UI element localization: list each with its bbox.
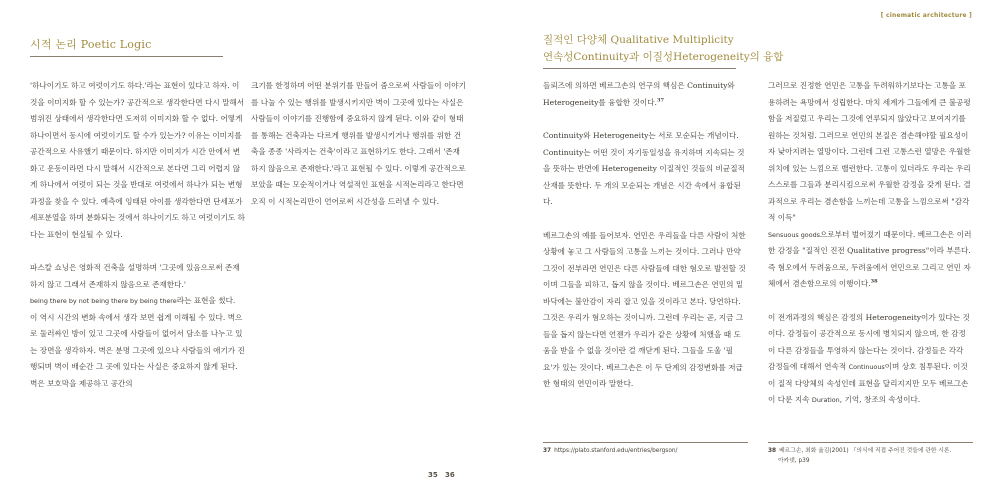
- footnote-ref-37[interactable]: 37: [656, 96, 664, 103]
- footnote-rule-left: [543, 442, 748, 443]
- left-col1-p2-english: being there by not being there by being there: [30, 297, 177, 305]
- running-header: [ cinematic architecture ]: [880, 12, 972, 19]
- footnote-38: [768, 446, 973, 466]
- right-column-2: [768, 78, 973, 409]
- right-col1-paragraph-1: [543, 78, 748, 111]
- left-column-2: [251, 78, 466, 210]
- left-title-rule: [30, 56, 223, 57]
- right-page-title: [543, 32, 783, 66]
- left-column-1: [30, 78, 245, 392]
- footnote-ref-38[interactable]: 38: [870, 278, 878, 285]
- page-number-right: 36: [445, 471, 455, 479]
- footnote-37: [543, 446, 748, 456]
- left-col1-paragraph-1: '하나이기도 하고 여럿이기도 하다.'라는 표현이 있다고 하자. 이것을 이미지화 할 수 있는가? 공간적으로 생각한다면 다시 말해서 범위진 상태에서 생각한다면 도저히 이미지화 할 수 없다. 어떻게 하나이면서 동시에 여럿이기도 할 수가 있는가? 이유는 이미지를 공간적으로 사유했기 때문이다. 하지만 이미지가 시간 안에서 변화고 운동이라면 다시 말해서 시간적으로 본다면 그리 어렵지 않게 하나에서 여럿이 되는 것을 반대로 여럿에서 하나가 되는 변형과정을 찾을 수 있다. 예측에 잉태된 아이를 생각한다면 단세포가 세포분열을 하며 분화되는 것에서 하나이기도 하고 여럿이기도 하다는 표현이 현실될 수 있다.: [30, 81, 245, 239]
- right-col1-paragraph-3: 베르그손의 예를 들어보자. 연민은 우리들을 다른 사람이 처한 상황에 놓고 그 사람들의 고통을 느끼는 것이다. 그러나 만약 그것이 전부라면 연민은 다른 사람들에 대한 혐오로 발전할 것이며 그들을 피하고, 돕지 않을 것이다. 베르그손은 연민의 밑바닥에는 불안감이 자리 잡고 있을 것이라고 본다. 당연하다. 그것은 우리가 혐오하는 것이니까. 그런데 우리는 곧, 지금 그들을 돕지 않는다면 언젠가 우리가 같은 상황에 처했을 때 도움을 받을 수 없을 것이란 걸 깨닫게 된다. 그들을 도울 '필요'가 있는 것이다. 베르그손은 이 두 단계의 감정변화를 저급한 형태의 연민이라 말한다.: [543, 230, 746, 388]
- right-column-1: [543, 78, 748, 393]
- left-col1-p2-a: 파스칼 쇼닝은 영화적 건축을 설명하며 '그곳에 있음으로써 존재하지 않고 그래서 존재하지 않음으로 존재한다.': [30, 263, 240, 289]
- footnote-38-number: 38: [768, 448, 777, 454]
- right-col2-paragraph-1: [768, 78, 973, 293]
- right-col2-paragraph-2: [768, 310, 973, 409]
- right-col2-p2-b: 이며 상호 침투된다. 이것이 질적 다양체의 속성인데 표현을 달리지지만 모두 베르그손이 다룬 지속: [768, 362, 969, 404]
- right-col2-p2-english: Continuous: [848, 363, 885, 371]
- right-col1-paragraph-2: Continuity와 Heterogeneity는 서로 모순되는 개념이다. Continuity는 어떤 것이 자기동일성을 유지하며 지속되는 것을 뜻하는 반면에 Heterogeneity 이질적인 것들의 비균질적 산재를 뜻한다. 두 개의 모순되는 개념은 시간 속에서 융합된다.: [543, 131, 745, 206]
- right-col2-p2-a: 이 전개과정의 핵심은 감정의 Heterogeneity이가 있다는 것이다. 감정들이 공간적으로 동시에 병치되지 않으며, 한 감정이 다른 감정들을 투영하지 않는다는 것이다. 감정들은 각각 감정들에 대해서 연속적: [768, 312, 970, 371]
- footnote-37-link[interactable]: https://plato.stanford.edu/entries/bergson/: [554, 448, 678, 454]
- right-col1-p1-text: 들뢰즈에 의하면 베르그손의 연구의 핵심은 Continuity와 Heterogeneity를 융합한 것이다.: [543, 81, 735, 107]
- footnote-37-number: 37: [543, 448, 552, 454]
- page-number-left: 35: [428, 471, 438, 479]
- left-col1-p2-b: 라는 표현을 썼다. 이 역시 시간의 변화 속에서 생각 보면 쉽게 이해될 수 있다. 벽으로 둘러싸인 방이 있고 그곳에 사람들이 없어서 담소를 나누고 있는 장면을 생각하자. 벽은 분명 그곳에 있으나 사람들의 애기가 진행되며 벽이 배순간 그 곳에 있다는 사실은 중요하지 않게 된다. 벽은 보호막을 제공하고 공간의: [30, 296, 245, 388]
- left-col2-paragraph-1: 크기를 한정하며 어떤 분위기를 만들어 줌으로써 사람들이 이야기를 나눌 수 있는 행위를 발생시키지만 벽이 그곳에 있다는 사실은 사람들이 이야기를 진행함에 중요하지 않게 된다. 이와 같이 형태를 통해는 건축과는 다르게 행위를 발생시키거나 행위를 위한 건축을 종종 '사라지는 건축'이라고 표현하기도 한다. 그래서 '존재하지 않음으로 존재한다.'라고 표현될 수 있다. 이렇게 공간적으로 보았을 때는 모순적이거나 역설적인 표현을 시적논리라고 한다면 오직 이 시적논리만이 언어로써 시간성을 드러낼 수 있다.: [251, 81, 466, 206]
- right-col2-p1-b: 으로부터 벌어졌기 때문이다. 베르그손은 이러한 감정을 "질적인 진전 Qualitative progress"이라 부른다. 즉 혐오에서 두려움으로, 두려움에서 연민으로 그리고 연민 자체에서 겸손함으로의 이행이다.: [768, 229, 972, 288]
- left-col1-paragraph-2: [30, 260, 245, 392]
- right-title-line-2: 연속성Continuity과 이질성Heterogeneity의 융합: [543, 51, 784, 63]
- right-col2-p1-english: Sensuous goods: [768, 230, 821, 239]
- footnote-rule-right: [768, 442, 973, 443]
- left-page-title: 시적 논리 Poetic Logic: [30, 38, 152, 51]
- right-col2-p2-c: , 기억, 창조의 속성이다.: [839, 395, 921, 404]
- footnote-38-text: 베르그손, 최화 옮김(2001) 『의식에 직접 주어진 것들에 관한 시론.: [779, 448, 952, 454]
- footnote-38-text-2: 아카넷, p39: [778, 458, 810, 464]
- right-title-rule: [543, 68, 736, 69]
- right-col2-p1-a: 그러므로 진정한 연민은 고통을 두려워하기보다는 고통을 포용하려는 욕망에서 성립한다. 마치 세계가 그들에게 큰 불공평함을 저질렀고 우리는 그것에 연루되지 않았다고 보여지기를 원하는 것처럼. 그러므로 연민의 본질은 겸손해야할 필요성이자 낮아지려는 열망이다. 그런데 그런 고통스런 열망은 우월한 위치에 있는 느낌으로 밸런한다. 고통이 있더라도 우리는 우리 스스로를 그들과 분리시킴으로써 우월한 감정을 갖게 된다. 결과적으로 우리는 겸손함을 느끼는데 고통을 느낌으로써 "감각적 이득": [768, 81, 971, 222]
- right-title-line-1: 질적인 다양체 Qualitative Multiplicity: [543, 34, 734, 46]
- right-col2-p2-english-2: Duration: [811, 396, 840, 404]
